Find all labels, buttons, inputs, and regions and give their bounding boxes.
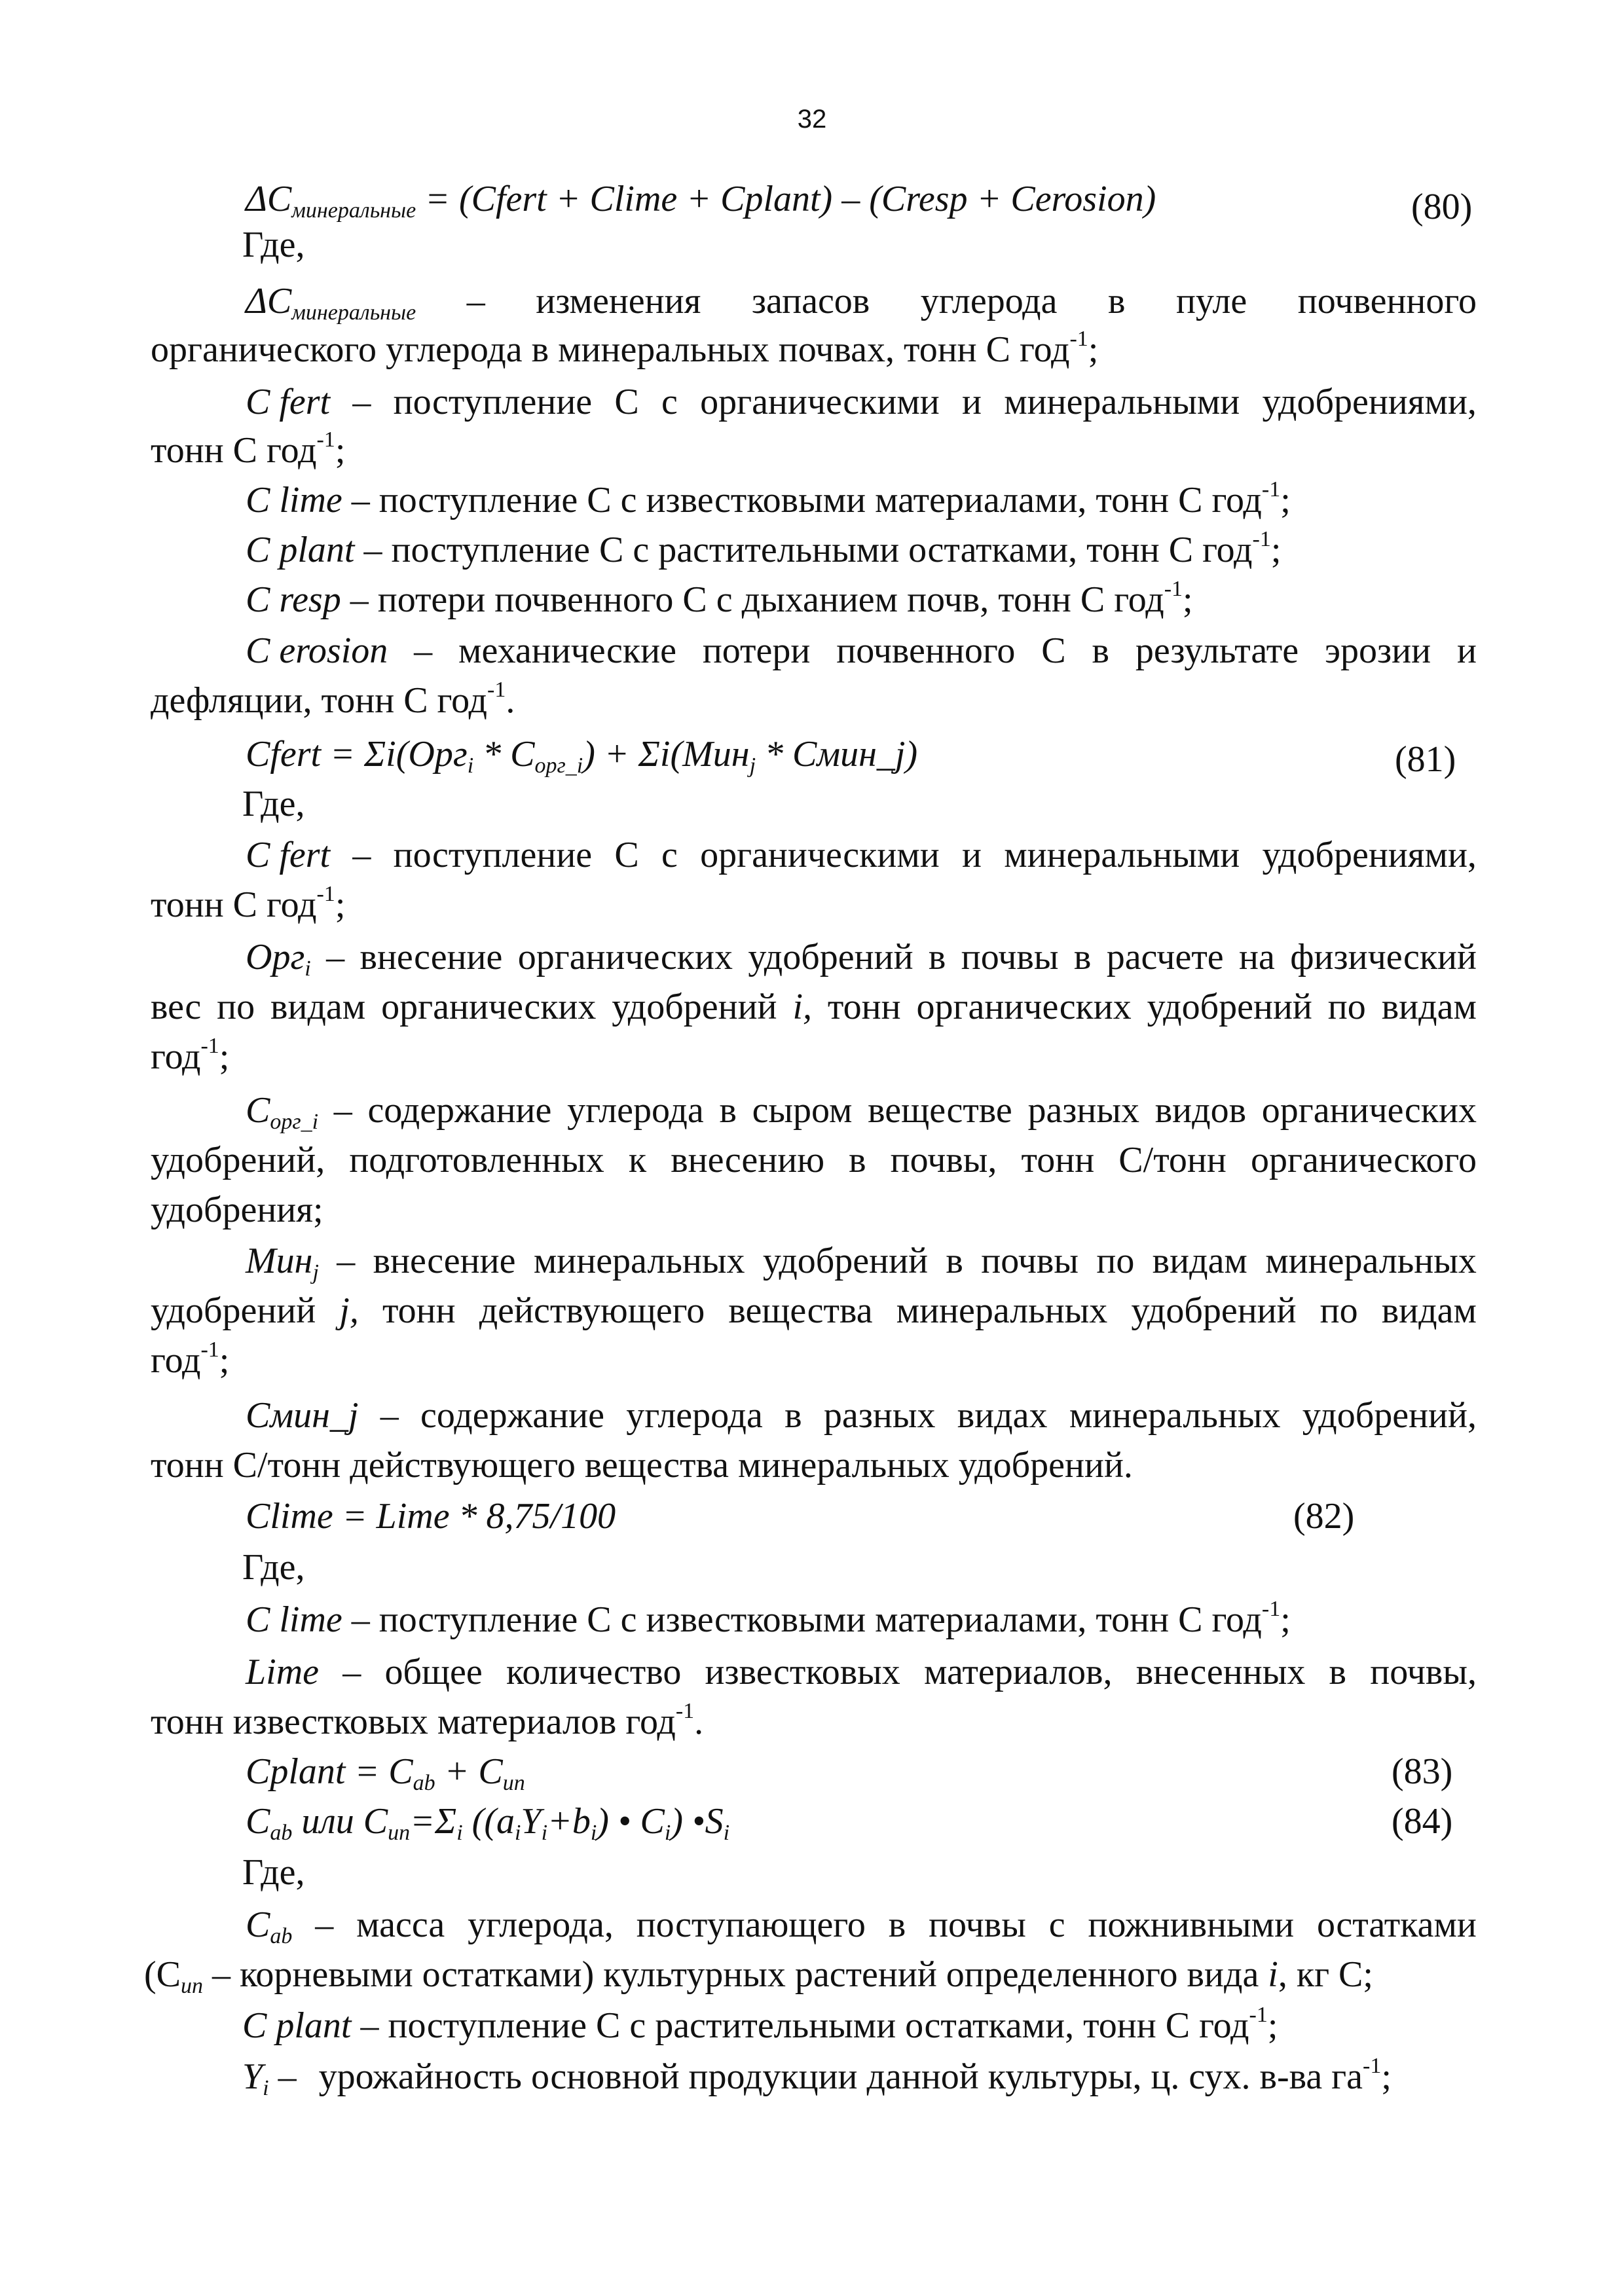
equation-83: Cplant = $C_{ab} + C_{un}$ xyxy=(246,1751,525,1795)
definition-c-org-line3: удобрения; xyxy=(151,1190,323,1230)
definition-lime-line2: тонн известковых материалов год$^{-1}$. xyxy=(151,1699,704,1742)
definition-org-line2: вес по видам органических удобрений i, тонн органических удобрений по видам xyxy=(151,987,1477,1027)
definition-org: Орг$_i$ – внесение органических удобрений в почвы в расчете на физический xyxy=(246,937,1477,981)
definition-c-resp: C resp – потери почвенного С с дыханием почв, тонн С год$^{-1}$; xyxy=(246,577,1193,620)
definition-c-erosion: C erosion – механические потери почвенного С в результате эрозии и xyxy=(246,630,1477,671)
definition-c-lime-2: C lime – поступление С с известковыми материалами, тонн С год$^{-1}$; xyxy=(246,1597,1291,1640)
where-label: Где, xyxy=(242,225,305,265)
definition-c-min-line2: тонн С/тонн действующего вещества минеральных удобрений. xyxy=(151,1445,1133,1485)
definition-c-ab: $C_{ab}$ – масса углерода, поступающего в почвы с пожнивными остатками xyxy=(246,1904,1477,1948)
definition-y: $Y_i$ – урожайность основной продукции данной культуры, ц. сух. в-ва $га^{-1}$; xyxy=(242,2054,1392,2100)
equation-80-number: (80) xyxy=(1411,187,1473,227)
equation-84: $C_{ab}$ или $C_{un}=\Sigma_i$ ($(a_iY_i+b_i)$ • $C_i$) $•S_i$ xyxy=(246,1801,730,1845)
definition-min-line3: год$^{-1}$; xyxy=(151,1338,230,1381)
equation-84-number: (84) xyxy=(1392,1801,1453,1842)
definition-delta-c-line2: органического углерода в минеральных почвах, тонн С год$^{-1}$; xyxy=(151,327,1099,370)
definition-c-fert-2-line2: тонн С год$^{-1}$; xyxy=(151,882,346,925)
equation-83-number: (83) xyxy=(1392,1751,1453,1792)
definition-c-min: Смин_j – содержание углерода в разных видах минеральных удобрений, xyxy=(246,1395,1477,1436)
definition-c-erosion-line2: дефляции, тонн С год$^{-1}$. xyxy=(151,678,515,721)
where-label: Где, xyxy=(242,784,305,824)
definition-c-fert-2: C fert – поступление С с органическими и минеральными удобрениями, xyxy=(246,835,1477,875)
definition-c-plant-2: C plant – поступление С с растительными остатками, тонн С год$^{-1}$; xyxy=(242,2003,1278,2046)
definition-c-plant: C plant – поступление С с растительными остатками, тонн С год$^{-1}$; xyxy=(246,527,1282,570)
definition-delta-c: $\Delta C_{минеральные}$ – изменения запасов углерода в пуле почвенного xyxy=(246,281,1477,325)
definition-c-fert: C fert – поступление С с органическими и минеральными удобрениями, xyxy=(246,382,1477,422)
definition-min-line2: удобрений j, тонн действующего вещества минеральных удобрений по видам xyxy=(151,1290,1477,1331)
definition-c-org: $C_{орг\_i}$ – содержание углерода в сыром веществе разных видов органических xyxy=(246,1090,1477,1134)
definition-org-line3: год$^{-1}$; xyxy=(151,1034,230,1077)
equation-82-number: (82) xyxy=(1293,1496,1355,1537)
definition-c-lime: C lime – поступление С с известковыми материалами, тонн С год$^{-1}$; xyxy=(246,477,1291,520)
definition-c-ab-line2: ($C_{un}$ – корневыми остатками) культурных растений определенного вида i, кг С; xyxy=(144,1954,1373,1998)
equation-81-number: (81) xyxy=(1395,739,1456,780)
definition-c-fert-line2: тонн С год$^{-1}$; xyxy=(151,428,346,471)
definition-lime: Lime – общее количество известковых материалов, внесенных в почвы, xyxy=(246,1652,1477,1692)
equation-80: $\Delta C_{минеральные}$ = (Cfert + Clime + Cplant) – (Cresp + Cerosion) xyxy=(246,179,1156,223)
where-label: Где, xyxy=(242,1852,305,1893)
equation-82: Clime = Lime * 8,75/100 xyxy=(246,1496,616,1537)
equation-81: Cfert = $\Sigma i(Орг_i * C_{орг\_i}) + \Sigma i(Мин_j$ * Смин_j) xyxy=(246,734,918,778)
where-label: Где, xyxy=(242,1547,305,1588)
definition-min: Мин$_j$ – внесение минеральных удобрений в почвы по видам минеральных xyxy=(246,1241,1477,1285)
definition-c-org-line2: удобрений, подготовленных к внесению в почвы, тонн С/тонн органического xyxy=(151,1140,1477,1180)
page-number: 32 xyxy=(797,105,827,134)
